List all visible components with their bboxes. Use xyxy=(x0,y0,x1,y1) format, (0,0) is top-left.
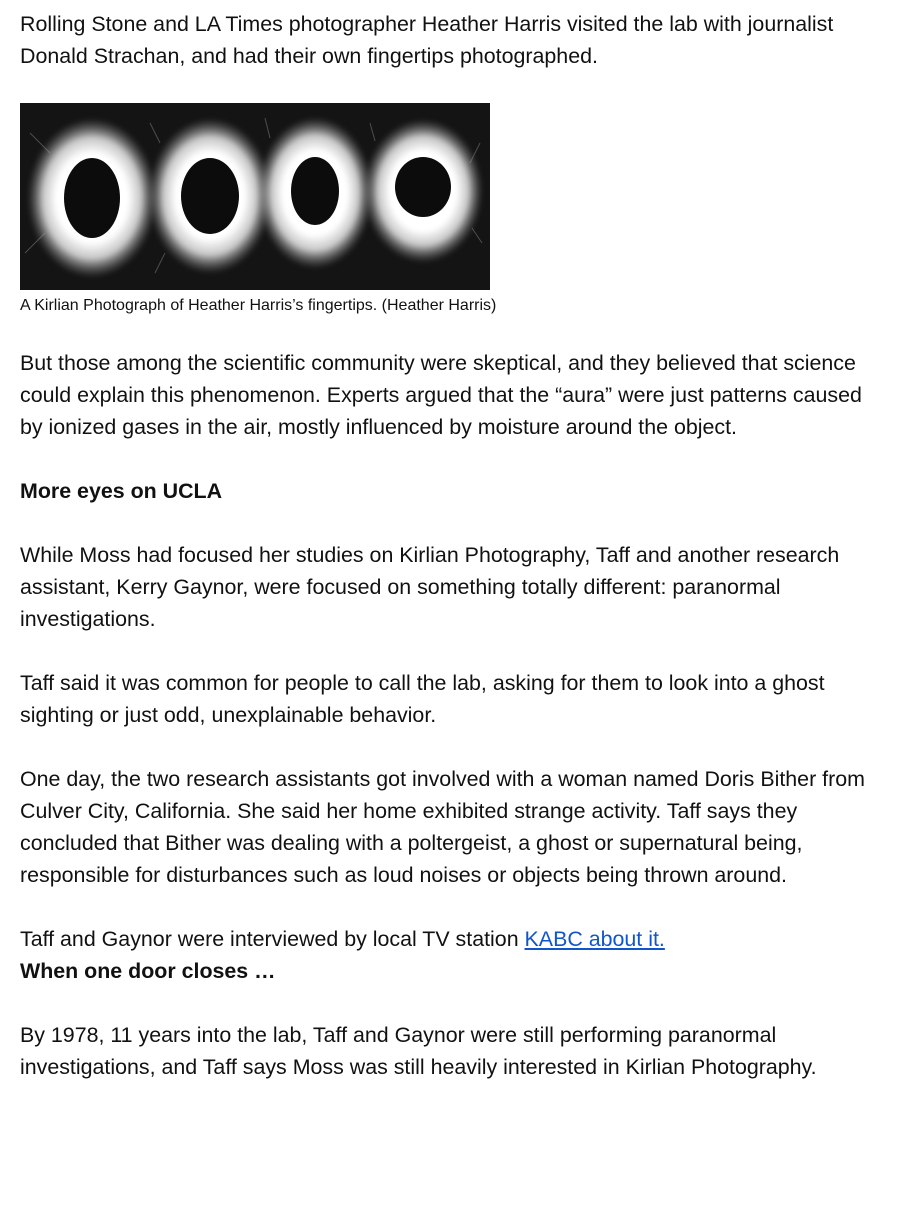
calls-paragraph: Taff said it was common for people to call the lab, asking for them to look into a ghost sighting or just odd, unexplainable behavior. xyxy=(20,671,825,727)
kabc-text: Taff and Gaynor were interviewed by local TV station xyxy=(20,927,525,951)
intro-paragraph: Rolling Stone and LA Times photographer Heather Harris visited the lab with journalist Donald Strachan, and had their own fingertips photographed. xyxy=(20,12,834,68)
paragraph-1978: By 1978, 11 years into the lab, Taff and Gaynor were still performing paranormal investigations, and Taff says Moss was still heavily interested in Kirlian Photography. xyxy=(20,1023,817,1079)
kirlian-photograph xyxy=(20,103,490,290)
bither-paragraph: One day, the two research assistants got involved with a woman named Doris Bither from Culver City, California. She said her home exhibited strange activity. Taff says they concluded that Bither was dealing with a poltergeist, a ghost or supernatural being, responsible for disturbances such as loud noises or objects being thrown around. xyxy=(20,767,865,887)
skeptical-paragraph: But those among the scientific community were skeptical, and they believed that science could explain this phenomenon. Experts argued that the “aura” were just patterns caused by ionized gases in the air, mostly influenced by moisture around the object. xyxy=(20,351,862,439)
fingertip-aura-image xyxy=(20,103,490,290)
moss-paragraph: While Moss had focused her studies on Kirlian Photography, Taff and another research assistant, Kerry Gaynor, were focused on something totally different: paranormal investigations. xyxy=(20,543,840,631)
kabc-link[interactable]: KABC about it. xyxy=(524,927,665,951)
kabc-paragraph xyxy=(20,923,880,955)
section-heading-door: When one door closes … xyxy=(20,959,276,983)
section-heading-more-eyes: More eyes on UCLA xyxy=(20,479,223,503)
article-body xyxy=(20,8,880,1083)
figure-caption: A Kirlian Photograph of Heather Harris’s fingertips. (Heather Harris) xyxy=(20,297,497,314)
